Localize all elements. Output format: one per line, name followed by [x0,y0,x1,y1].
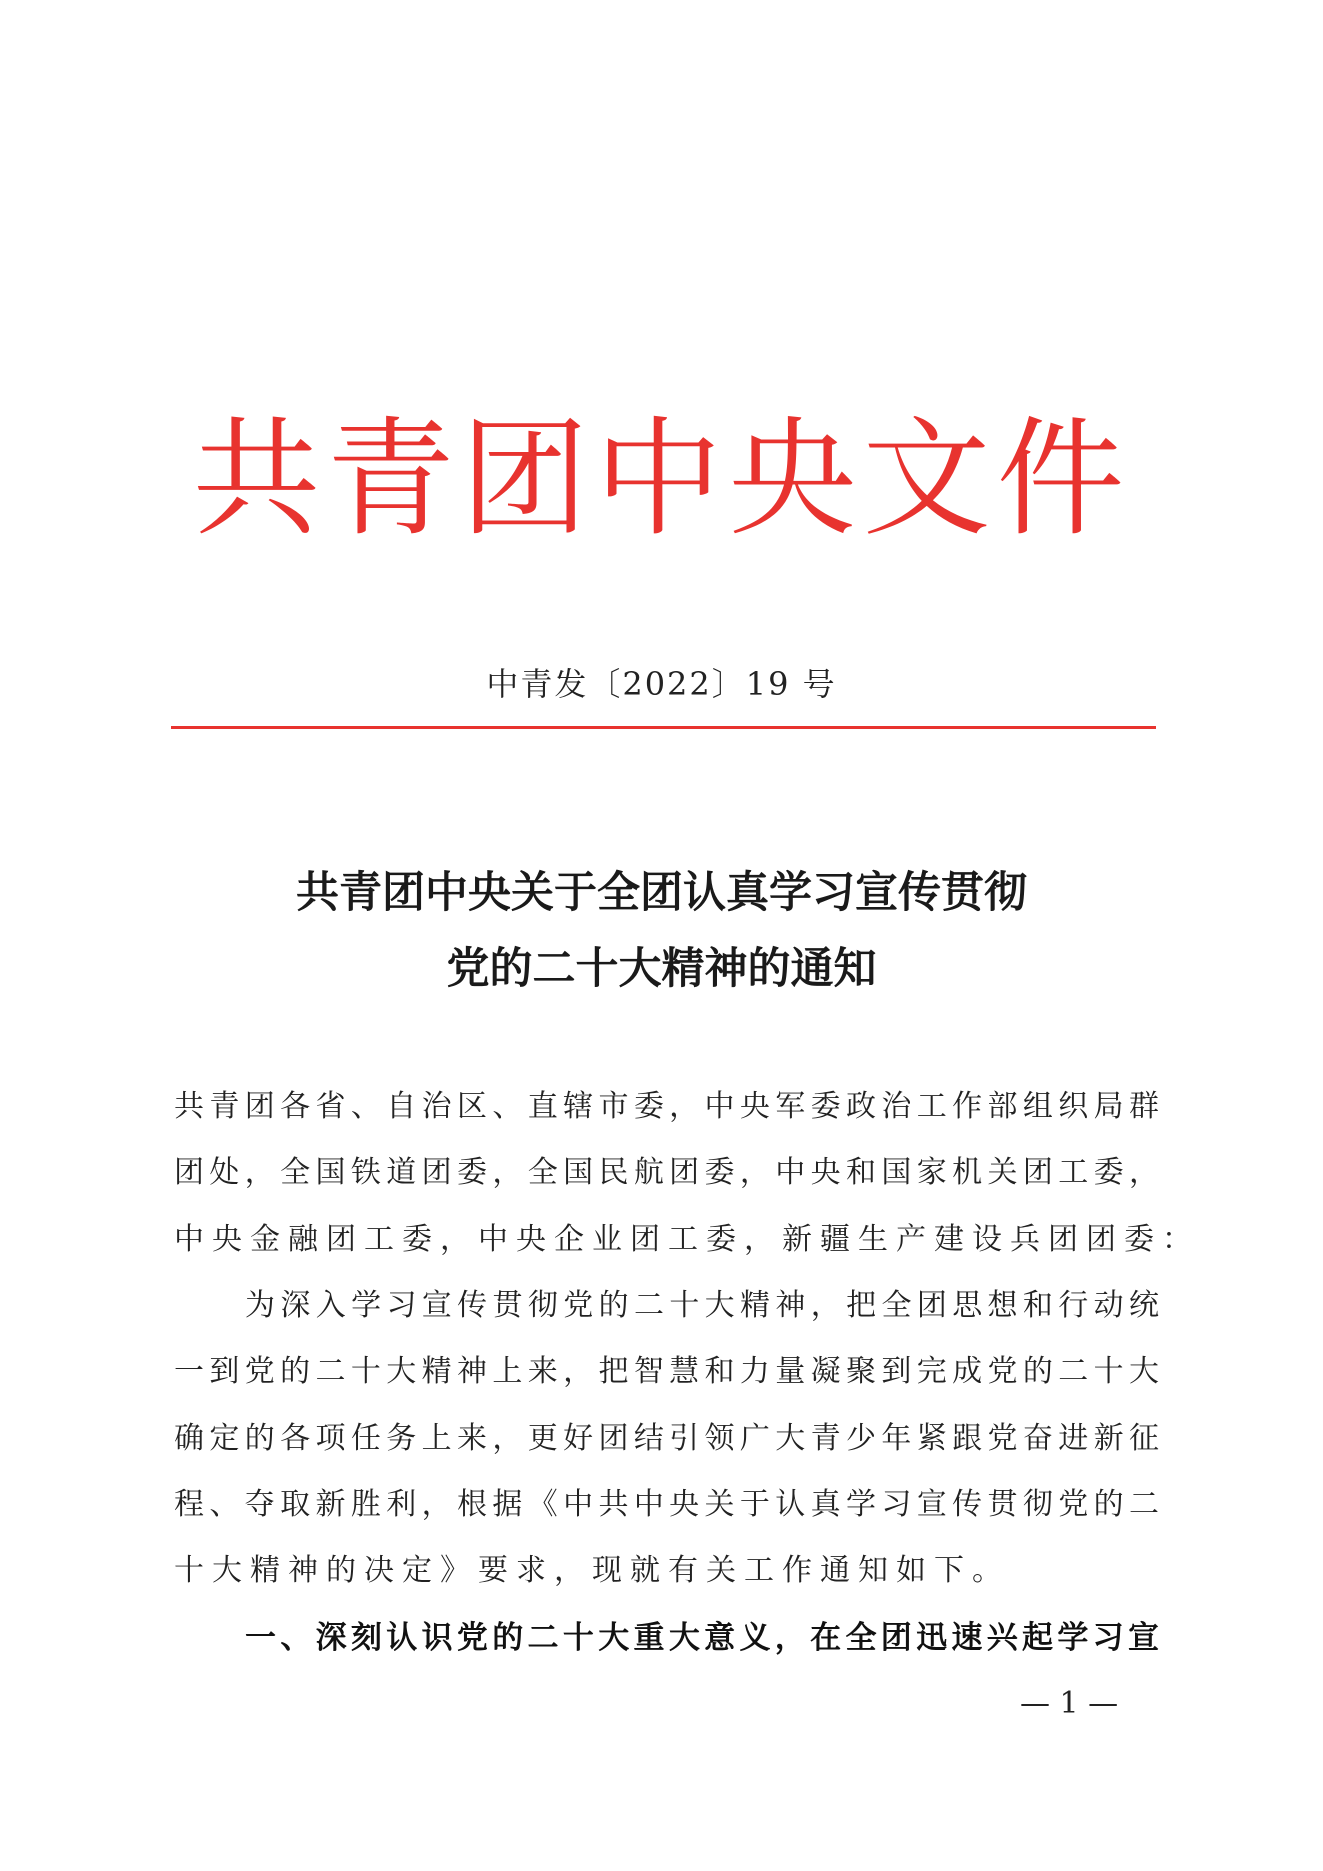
notice-title-line-2: 党的二十大精神的通知 [446,944,877,994]
page-number: — 1 — [1020,1686,1119,1721]
paragraph-line-3: 确定的各项任务上来，更好团结引领广大青少年紧跟党奋进新征 [174,1421,1159,1456]
document-header-title: 共青团中央文件 [192,405,1131,554]
paragraph-line-1: 为深入学习宣传贯彻党的二十大精神，把全团思想和行动统 [245,1288,1159,1323]
addressee-line-2: 团处，全国铁道团委，全国民航团委，中央和国家机关团工委， [174,1155,1159,1190]
addressee-line-1: 共青团各省、自治区、直辖市委，中央军委政治工作部组织局群 [174,1089,1159,1124]
section-heading-1: 一、深刻认识党的二十大重大意义，在全团迅速兴起学习宣 [245,1620,1159,1656]
notice-title-line-1: 共青团中央关于全团认真学习宣传贯彻 [296,868,1027,918]
document-number: 中青发〔2022〕19 号 [486,665,837,703]
header-red-divider [171,726,1156,729]
paragraph-line-2: 一到党的二十大精神上来，把智慧和力量凝聚到完成党的二十大 [174,1354,1159,1389]
addressee-line-3: 中央金融团工委，中央企业团工委，新疆生产建设兵团团委： [174,1222,1200,1257]
paragraph-line-5: 十大精神的决定》要求，现就有关工作通知如下。 [174,1553,1010,1588]
paragraph-line-4: 程、夺取新胜利，根据《中共中央关于认真学习宣传贯彻党的二 [174,1487,1159,1522]
